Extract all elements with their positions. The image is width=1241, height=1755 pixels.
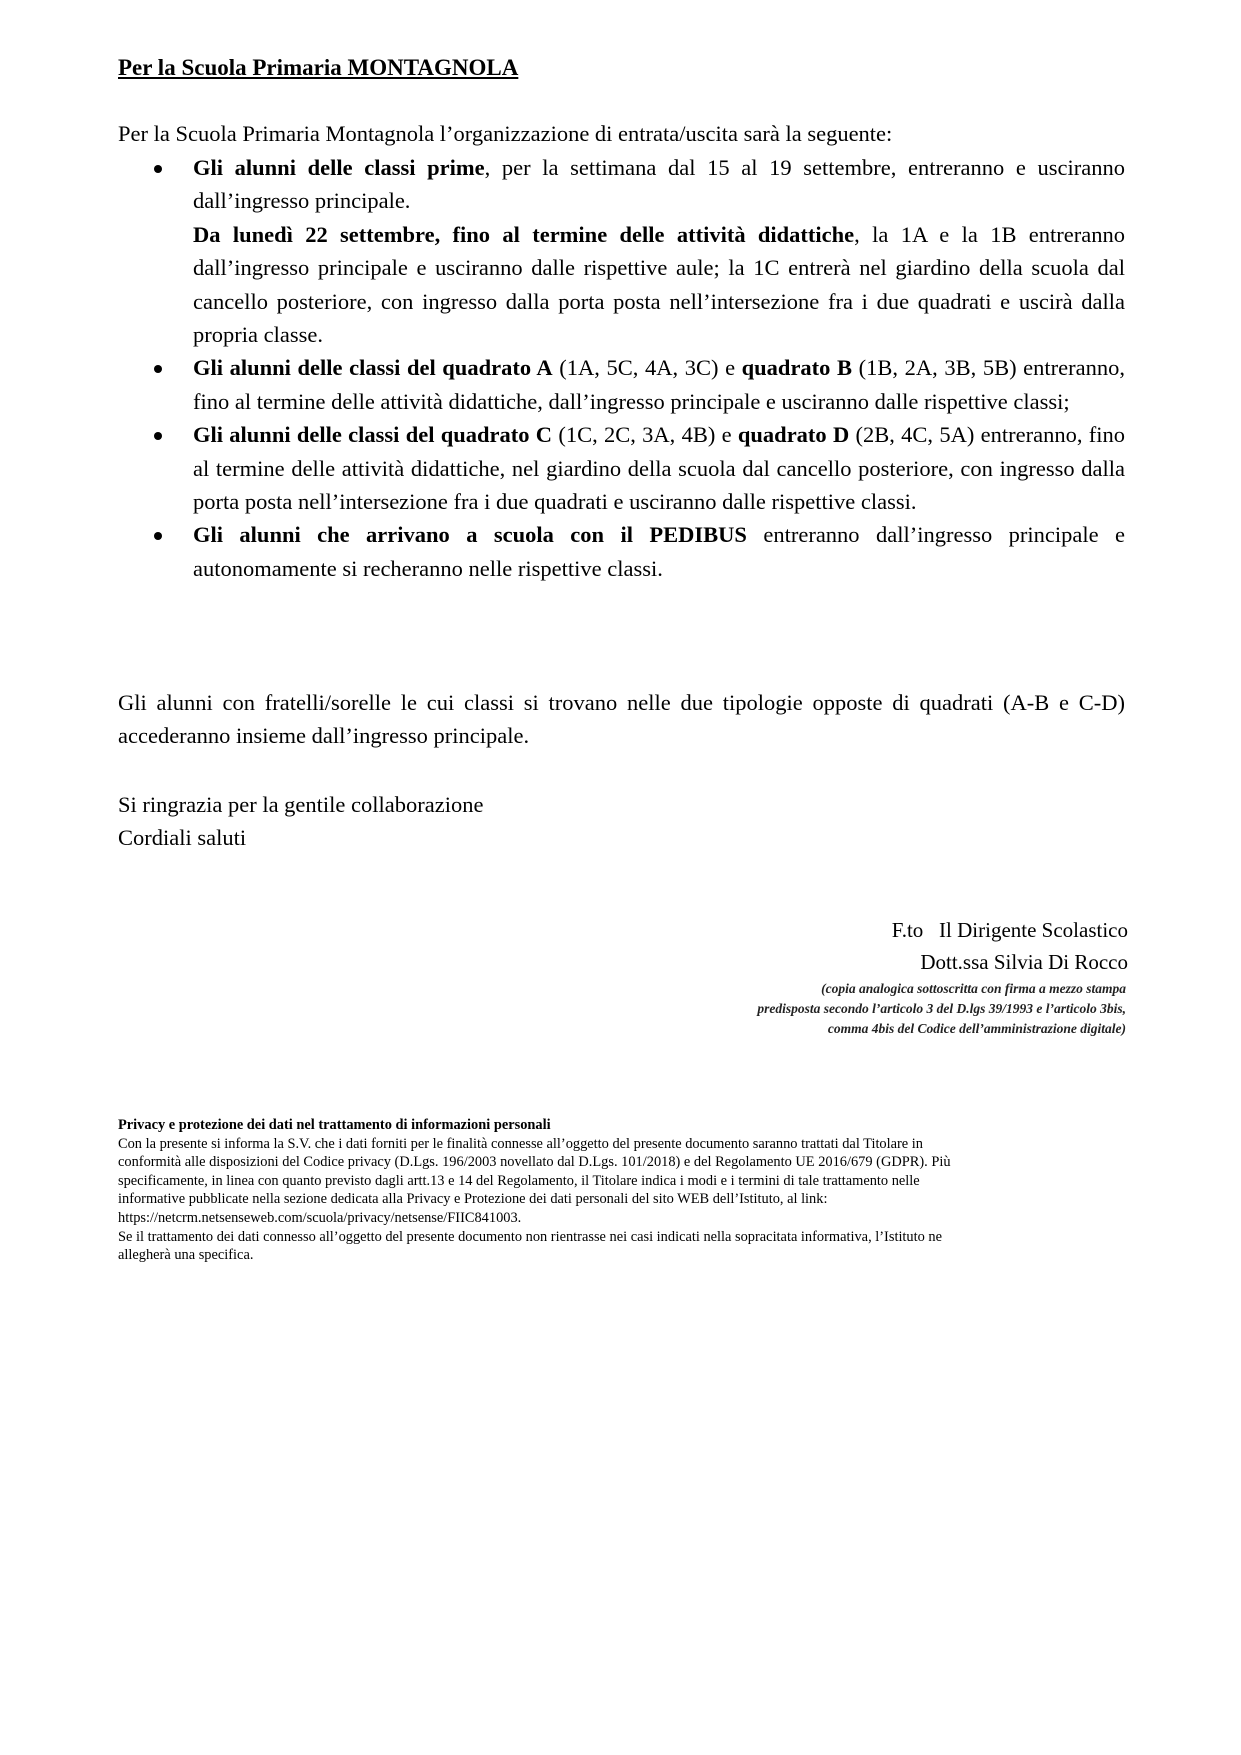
bullet-icon bbox=[154, 532, 162, 540]
signature-block bbox=[892, 914, 1128, 978]
bold-text: Gli alunni che arrivano a scuola con il PEDIBUS bbox=[193, 522, 747, 548]
privacy-line: allegherà una specifica. bbox=[118, 1247, 254, 1264]
bullet-icon bbox=[154, 365, 162, 373]
siblings-paragraph: Gli alunni con fratelli/sorelle le cui classi si trovano nelle due tipologie opposte di quadrati (A-B e C-D) accederanno insieme dall’ingresso principale. bbox=[118, 690, 1125, 749]
body-text: (2B, 4C, 5A) entreranno, fino al termine delle attività didattiche, nel giardino della scuola dal cancello posteriore, con ingresso dalla porta posta nell’intersezione fra i due quadrati e usciranno dalle rispettive classi. bbox=[193, 422, 1125, 515]
greeting-line: Cordiali saluti bbox=[118, 825, 247, 850]
signature-note-line: (copia analogica sottoscritta con firma a mezzo stampa bbox=[821, 981, 1126, 996]
body-text: (1C, 2C, 3A, 4B) e bbox=[552, 422, 738, 448]
bullet-icon bbox=[154, 432, 162, 440]
body-text: (1A, 5C, 4A, 3C) e bbox=[552, 355, 742, 381]
bold-text: Gli alunni delle classi del quadrato C bbox=[193, 422, 553, 448]
body-text: , la 1A e la 1B entreranno dall’ingresso principale e usciranno dalle rispettive aule; la 1C entrerà nel giardino della scuola dal cancello posteriore, con ingresso dalla porta posta nell’intersezione fra i due quadrati e uscirà dalla propria classe. bbox=[193, 221, 1125, 348]
bullet-subtext bbox=[193, 218, 1125, 352]
bullet-text bbox=[193, 418, 1125, 518]
intro-paragraph: Per la Scuola Primaria Montagnola l’organizzazione di entrata/uscita sarà la seguente: bbox=[118, 121, 893, 146]
bold-text: Gli alunni delle classi del quadrato A bbox=[193, 355, 553, 381]
list-item bbox=[193, 151, 1125, 351]
signature-name: Dott.ssa Silvia Di Rocco bbox=[920, 950, 1128, 974]
body-text: , per la settimana dal 15 al 19 settembre, entreranno e usciranno dall’ingresso principale. bbox=[193, 155, 1125, 214]
signature-note bbox=[757, 979, 1126, 1039]
bold-text: Gli alunni delle classi prime bbox=[193, 155, 485, 180]
bullet-list bbox=[193, 151, 1125, 585]
privacy-line: specificamente, in linea con quanto previsto dagli artt.13 e 14 del Regolamento, il Titolare indica i modi e i termini di tale trattamento nelle bbox=[118, 1172, 920, 1189]
document-title: Per la Scuola Primaria MONTAGNOLA bbox=[118, 55, 519, 80]
bullet-text bbox=[193, 351, 1125, 418]
privacy-line: Con la presente si informa la S.V. che i dati forniti per le finalità connesse all’oggetto del presente documento saranno trattati dal Titolare in bbox=[118, 1135, 923, 1152]
bold-text: quadrato D bbox=[737, 422, 850, 448]
privacy-line: Se il trattamento dei dati connesso all’oggetto del presente documento non rientrasse nei casi indicati nella sopracitata informativa, l’Istituto ne bbox=[118, 1228, 943, 1245]
bold-text: quadrato B bbox=[741, 355, 853, 381]
privacy-line: conformità alle disposizioni del Codice privacy (D.Lgs. 196/2003 novellato dal D.Lgs. 101/2018) e del Regolamento UE 2016/679 (GDPR). Più bbox=[118, 1154, 951, 1171]
list-item bbox=[193, 518, 1125, 585]
privacy-notice bbox=[118, 1116, 1128, 1265]
body-text: entreranno dall’ingresso principale e autonomamente si recheranno nelle rispettive classi. bbox=[193, 522, 1125, 581]
signature-note-line: comma 4bis del Codice dell’amministrazione digitale) bbox=[827, 1021, 1126, 1036]
thanks-line: Si ringrazia per la gentile collaborazione bbox=[118, 792, 484, 817]
signature-note-line: predisposta secondo l’articolo 3 del D.lgs 39/1993 e l’articolo 3bis, bbox=[757, 1001, 1126, 1016]
privacy-title: Privacy e protezione dei dati nel trattamento di informazioni personali bbox=[118, 1117, 551, 1133]
list-item bbox=[193, 418, 1125, 518]
privacy-link[interactable]: https://netcrm.netsenseweb.com/scuola/privacy/netsense/FIIC841003. bbox=[118, 1209, 522, 1226]
bullet-text bbox=[193, 151, 1125, 218]
bullet-icon bbox=[154, 165, 162, 173]
closing-block bbox=[118, 788, 483, 854]
signature-role: F.to Il Dirigente Scolastico bbox=[891, 918, 1128, 942]
list-item bbox=[193, 351, 1125, 418]
body-text: (1B, 2A, 3B, 5B) entreranno, fino al termine delle attività didattiche, dall’ingresso principale e usciranno dalle rispettive classi; bbox=[193, 355, 1126, 414]
privacy-line: informative pubblicate nella sezione dedicata alla Privacy e Protezione dei dati personali del sito WEB dell’Istituto, al link: bbox=[118, 1191, 828, 1208]
bold-text: Da lunedì 22 settembre, fino al termine delle attività didattiche bbox=[193, 221, 855, 247]
bullet-text bbox=[193, 518, 1125, 585]
